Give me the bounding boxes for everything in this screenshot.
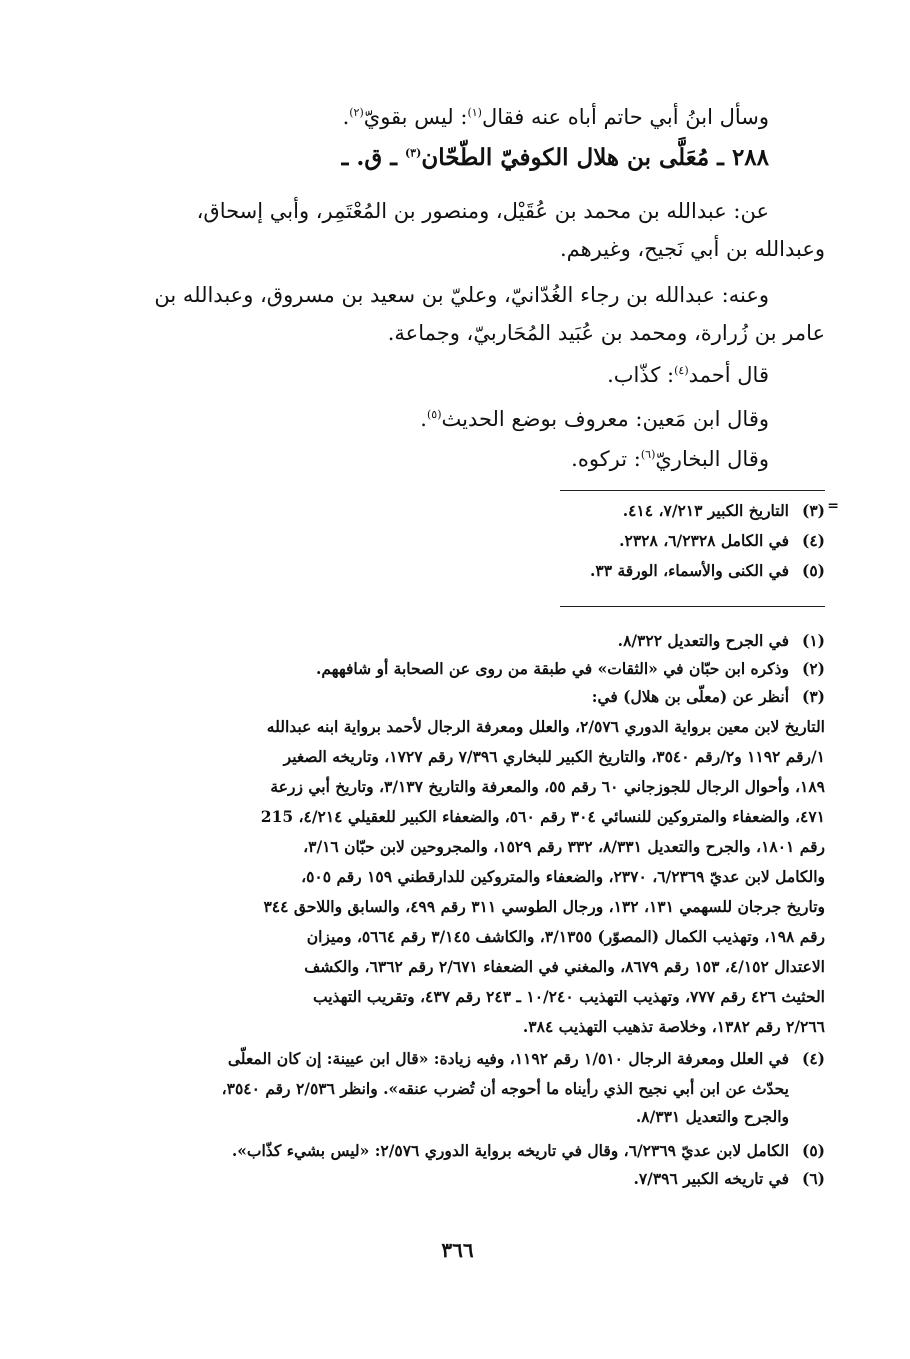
footnote-number: (٢) [801,659,825,678]
footnote-text: في الجرح والتعديل ٨/٣٢٢. [617,631,789,650]
footnote-number: (٥) [801,1141,825,1160]
footnote-text: الكامل لابن عديّ ٦/٢٣٦٩، وقال في تاريخه برواية الدوري ٢/٥٧٦: «ليس بشيء كذّاب». [231,1141,789,1160]
footnote-number: (٤) [801,1049,825,1068]
footnote-number: (٥) [801,561,825,580]
text-span: وسأل ابنُ أبي حاتم أباه عنه فقال [481,105,769,129]
footnote-ref[interactable]: (٢) [349,106,364,119]
footnote-continuation: ١/رقم ١١٩٢ و٢/رقم ٣٥٤٠، والتاريخ الكبير للبخاري ٧/٣٩٦ رقم ١٧٢٧، وتاريخه الصغير [283,747,825,766]
entry-heading [90,144,769,171]
footnote-ref[interactable]: (٦) [640,448,656,461]
text-span: . [342,105,350,129]
footnote [90,684,825,710]
footnote-continuation: وتاريخ جرجان للسهمي ١٣١، ١٣٢، ورجال الطوسي ٣١١ رقم ٤٩٩، والسابق واللاحق ٣٤٤ [263,897,825,916]
footnote-ref[interactable]: (١) [467,106,482,119]
entry-title: ٢٨٨ ـ مُعَلَّى بن هلال الكوفيّ الطّحّان [421,144,769,171]
footnote-number: (٦) [801,1169,825,1188]
students-line: وعنه: عبدالله بن رجاء الغُدّانيّ، وعليّ بن سعيد بن مسروق، وعبدالله بن [154,283,769,307]
footnote-text: في تاريخه الكبير ٧/٣٩٦. [633,1169,789,1188]
footnote-number: (١) [801,631,825,650]
text-line [90,96,769,134]
quote-line [90,398,769,436]
footnote-ref[interactable]: (٣) [404,146,422,160]
footnote-continuation: ٤٧١، والضعفاء والمتروكين للنسائي ٣٠٤ رقم ٥٦٠، والضعفاء الكبير للعقيلي ٤/٢١٤، 215 [260,807,825,826]
footnote-text: في الكنى والأسماء، الورقة ٣٣. [590,561,789,580]
footnote-number: (٣) [801,687,825,706]
footnote-ref[interactable]: (٤) [674,364,689,377]
footnote-text: في العلل ومعرفة الرجال ١/٥١٠ رقم ١١٩٢، وفيه زيادة: «قال ابن عيينة: إن كان المعلّى [227,1049,789,1068]
text-span: قال أحمد [688,363,769,387]
footnote-continuation: والجرح والتعديل ٨/٣٣١. [635,1107,789,1126]
text-span: . [420,407,427,431]
footnote-text: في الكامل ٦/٢٣٢٨، ٢٣٢٨. [619,531,789,550]
footnote [90,1166,825,1192]
text-span: : تركوه. [571,447,641,471]
footnote-separator [560,606,825,607]
text-span: : كذّاب. [607,363,675,387]
footnote-continuation: والكامل لابن عديّ ٦/٢٣٦٩، ٢٣٧٠، والضعفاء والمتروكين للدارقطني ١٥٩ رقم ٥٠٥، [301,867,825,886]
footnote-continuation: رقم ١٨٠١، والجرح والتعديل ٨/٣٣١، ٣٣٢ رقم ١٥٢٩، والمجروحين لابن حبّان ٣/١٦، [303,837,825,856]
footnote [90,656,825,682]
continuation-marker: = [827,498,839,514]
page [90,88,839,1328]
teachers-line: وعبدالله بن أبي نَجيح، وغيرهم. [559,237,825,261]
quote-line [90,438,769,476]
entry-symbol: ـ ق. ـ [341,144,405,171]
footnote [90,1046,825,1072]
footnote-text: أنظر عن (معلّى بن هلال) في: [591,687,789,706]
carryover-footnote [90,558,825,584]
footnote-number: (٣) [801,501,825,520]
text-span: : ليس بقويّ [363,105,468,129]
footnote-number: (٤) [801,531,825,550]
footnote-continuation: الاعتدال ٤/١٥٢، ١٥٣ رقم ٨٦٧٩، والمغني في الضعفاء ٢/٦٧١ رقم ٦٣٦٢، والكشف [304,957,825,976]
footnote-continuation: التاريخ لابن معين برواية الدوري ٢/٥٧٦، والعلل ومعرفة الرجال لأحمد برواية ابنه عبدالله [266,717,825,736]
footnote [90,1138,825,1164]
quote-line [90,354,769,392]
footnote-continuation: رقم ١٩٨، وتهذيب الكمال (المصوّر) ٣/١٣٥٥، والكاشف ٣/١٤٥ رقم ٥٦٦٤، وميزان [306,927,825,946]
carryover-footnote [90,498,825,524]
footnote-text: التاريخ الكبير ٧/٢١٣، ٤١٤. [622,501,789,520]
footnote-continuation: الحثيث ٤٢٦ رقم ٧٧٧، وتهذيب التهذيب ١٠/٢٤٠ ـ ٢٤٣ رقم ٤٣٧، وتقريب التهذيب [313,987,825,1006]
footnote [90,628,825,654]
text-span: وقال البخاريّ [655,447,769,471]
footnote-text: وذكره ابن حبّان في «الثقات» في طبقة من روى عن الصحابة أو شافههم. [315,659,789,678]
teachers-line: عن: عبدالله بن محمد بن عُقَيْل، ومنصور بن المُعْتَمِر، وأبي إسحاق، [196,199,769,223]
text-span: وقال ابن مَعين: معروف بوضع الحديث [441,407,769,431]
footnote-continuation: ٢/٢٦٦ رقم ١٣٨٢، وخلاصة تذهيب التهذيب ٣٨٤. [522,1017,825,1036]
footnote-continuation: يحدّث عن ابن أبي نجيح الذي رأيناه ما أحوجه أن تُضرب عنقه». وانظر ٢/٥٣٦ رقم ٣٥٤٠، [221,1079,789,1098]
carryover-footnote [90,528,825,554]
footnote-continuation: ١٨٩، وأحوال الرجال للجوزجاني ٦٠ رقم ٥٥، والمعرفة والتاريخ ٣/١٣٧، وتاريخ أبي زرعة [270,777,825,796]
footnote-ref[interactable]: (٥) [426,408,442,421]
students-line: عامر بن زُرارة، ومحمد بن عُبَيد المُحَاربيّ، وجماعة. [387,321,825,345]
page-number: ٣٦٦ [441,1238,474,1262]
footnote-separator [560,490,825,491]
